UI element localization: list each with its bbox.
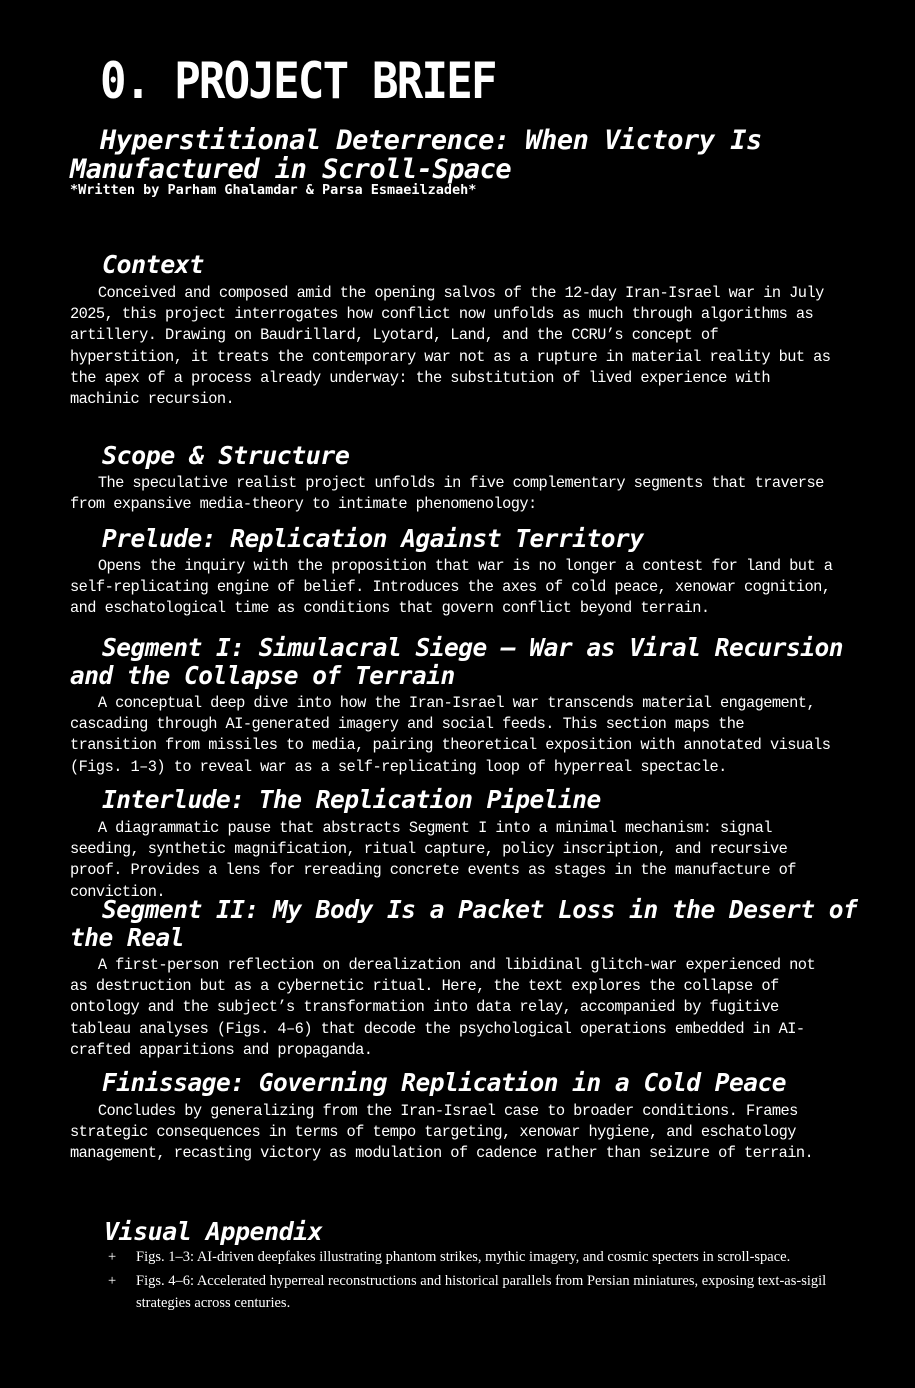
appendix-item-text: Figs. 1–3: AI-driven deepfakes illustrating phantom strikes, mythic imagery, and cosmic specters in scroll-space. [136,1249,791,1265]
context-body: Conceived and composed amid the opening salvos of the 12-day Iran-Israel war in July 2025, this project interrogates how conflict now unfolds as much through algorithms as artillery. Drawing on Baudrillard, Lyotard, Land, and the CCRU’s concept of hyperstition, it treats the contemporary war not as a rupture in material reality but as the apex of a process already underway: the substitution of lived experience with machinic recursion. [70,284,831,409]
plus-bullet-icon: + [108,1249,117,1265]
prelude-heading: Prelude: Replication Against Territory [102,524,644,553]
appendix-item [108,1246,868,1268]
page-title: 0. PROJECT BRIEF [100,52,496,110]
scope-body: The speculative realist project unfolds in five complementary segments that traverse from expansive media-theory to intimate phenomenology: [70,474,824,514]
byline: *Written by Parham Ghalamdar & Parsa Esmaeilzadeh* [70,182,477,198]
finissage-heading: Finissage: Governing Replication in a Cold Peace [102,1068,787,1097]
appendix-item [108,1270,868,1314]
plus-bullet-icon: + [108,1273,117,1289]
segment-two-body: A first-person reflection on derealization and libidinal glitch-war experienced not as destruction but as a cybernetic ritual. Here, the text explores the collapse of ontology and the subject’s transformation into data relay, accompanied by fugitive tableau analyses (Figs. 4–6) that decode the psychological operations embedded in AI-crafted apparitions and propaganda. [70,956,816,1059]
appendix-list [108,1246,868,1316]
document-title: Hyperstitional Deterrence: When Victory Is Manufactured in Scroll-Space [70,125,762,185]
finissage-body: Concludes by generalizing from the Iran-Israel case to broader conditions. Frames strategic consequences in terms of tempo targeting, xenowar hygiene, and eschatology management, recasting victory as modulation of cadence rather than seizure of terrain. [70,1102,814,1163]
appendix-heading: Visual Appendix [104,1217,323,1246]
interlude-body: A diagrammatic pause that abstracts Segment I into a minimal mechanism: signal seeding, synthetic magnification, ritual capture, policy inscription, and recursive proof. Provides a lens for rereading concrete events as stages in the manufacture of conviction. [70,819,796,901]
appendix-item-text: Figs. 4–6: Accelerated hyperreal reconstructions and historical parallels from Persian miniatures, exposing text-as-sigil strategies across centuries. [136,1273,827,1311]
segment-one-body: A conceptual deep dive into how the Iran-Israel war transcends material engagement, cascading through AI-generated imagery and social feeds. This section maps the transition from missiles to media, pairing theoretical exposition with annotated visuals (Figs. 1–3) to reveal war as a self-replicating loop of hyperreal spectacle. [70,694,831,776]
context-heading: Context [102,250,204,279]
segment-one-heading: Segment I: Simulacral Siege — War as Viral Recursion and the Collapse of Terrain [70,633,844,690]
prelude-body: Opens the inquiry with the proposition that war is no longer a contest for land but a self-replicating engine of belief. Introduces the axes of cold peace, xenowar cognition, and eschatological time as conditions that govern conflict beyond terrain. [70,557,833,618]
segment-two-heading: Segment II: My Body Is a Packet Loss in the Desert of the Real [70,895,858,952]
interlude-heading: Interlude: The Replication Pipeline [102,785,601,814]
scope-heading: Scope & Structure [102,441,350,470]
